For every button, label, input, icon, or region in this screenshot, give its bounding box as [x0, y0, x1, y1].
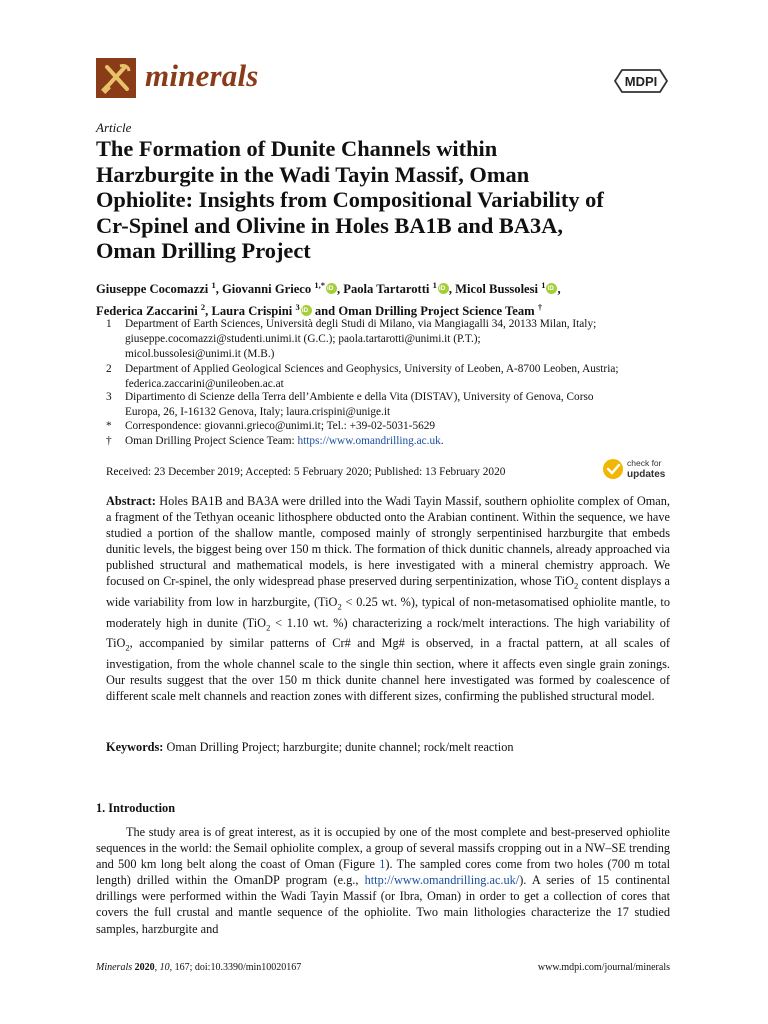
affiliation-line: Dipartimento di Scienze della Terra dell’Ambiente e della Vita (DISTAV), University of Genova, Corso [125, 391, 594, 403]
footer-year: 2020 [134, 962, 155, 973]
title-line: The Formation of Dunite Channels within [96, 136, 498, 161]
author-affiliation-mark: 1 [432, 280, 437, 290]
publication-dates: Received: 23 December 2019; Accepted: 5 February 2020; Published: 13 February 2020 [106, 466, 506, 478]
subscript: 2 [574, 580, 579, 591]
subscript: 2 [337, 601, 342, 612]
mdpi-logo-text: MDPI [624, 74, 658, 89]
abstract-label: Abstract: [106, 494, 156, 508]
section-heading: 1. Introduction [96, 801, 176, 815]
footer-doi: , 167; doi:10.3390/min10020167 [169, 962, 302, 973]
title-line: Harzburgite in the Wadi Tayin Massif, Oman [96, 161, 530, 187]
subscript: 2 [266, 622, 271, 633]
abstract-text: Holes BA1B and BA3A were drilled into the Wadi Tayin Massif, southern ophiolite complex of Oman, a fragment of the Tethyan oceanic lithosphere obducted onto the Arabian continent. Within the sequence, we have studied a portion of the shallow mantle, composed mainly of strongly serpentinised harzburgite that embeds dunitic levels, the biggest being over 150 m thick. The formation of thick dunitic channels, already approached via published structural and mathematical models, is here investigated with a mineral chemistry approach. We focused on Cr-spinel, the only widespread phase preserved during serpentinization, whose TiO [106, 494, 670, 589]
author-name[interactable]: Laura Crispini [211, 303, 293, 318]
author-name[interactable]: Federica Zaccarini [96, 303, 198, 318]
author-conjunction: and [314, 303, 336, 318]
title-line: Ophiolite: Insights from Compositional Variability of [96, 187, 604, 212]
affiliation-mark: 2 [106, 363, 112, 375]
affiliation-line: federica.zaccarini@unileoben.ac.at [125, 377, 284, 390]
affiliation-line: Department of Applied Geological Sciences and Geophysics, University of Leoben, A-8700 Leoben, Austria; [125, 363, 619, 375]
check-for-updates-badge[interactable] [600, 455, 680, 488]
figure-reference-link[interactable]: 1 [379, 857, 386, 872]
footer-volume: 10 [159, 962, 170, 973]
affiliation-line: giuseppe.cocomazzi@studenti.unimi.it (G.C.); paola.tartarotti@unimi.it (P.T.); [125, 332, 481, 345]
author-affiliation-mark: 1,* [314, 280, 325, 290]
abstract-text: , accompanied by similar patterns of Cr# and Mg# is observed, in a fractal pattern, at all scales of investigation, from the whole channel scale to the single thin section, where it affects even single grain zonings. Our results suggest that the over 150 m thick dunite channel here investigated was formed by coalescence of different scale melt channels and reaction zones with different sizes, confirming the published structural model. [106, 636, 670, 703]
footer-citation: Minerals 2020, 10, 167; doi:10.3390/min10020167 [96, 962, 302, 973]
mdpi-logo-icon [612, 66, 670, 101]
journal-name: minerals [145, 58, 259, 93]
title-line: Oman Drilling Project [96, 238, 311, 263]
author-affiliation-mark: 3 [295, 301, 300, 312]
orcid-icon[interactable] [326, 283, 337, 294]
footer-journal: Minerals [96, 962, 133, 973]
affiliation-line: Correspondence: giovanni.grieco@unimi.it; Tel.: +39-02-5031-5629 [125, 420, 436, 432]
affiliation-mark: 1 [106, 318, 112, 330]
abstract-text: < 1.10 wt. %) characterizing a rock/melt interactions. The high variability of TiO [106, 615, 670, 651]
check-for-text: check for [627, 458, 662, 468]
affiliation-3 [0, 390, 768, 420]
orcid-icon[interactable] [438, 283, 449, 294]
title-line: Cr-Spinel and Olivine in Holes BA1B and BA3A, [96, 212, 563, 238]
author-affiliation-mark: 1 [211, 280, 216, 290]
affiliation-line: micol.bussolesi@unimi.it (M.B.) [125, 347, 275, 360]
affiliation-mark: † [106, 435, 112, 447]
updates-text: updates [627, 469, 666, 480]
abstract-text: content displays a wide variability from low in harzburgite, (TiO [106, 574, 670, 610]
intro-text: ). A series of 15 continental drillings were performed within the Wadi Tayin Massif (or Ibra, Oman) in order to get a collection of cores that covers the full crustal and mantle sequence of the ophiolite. Two main lithologies characterize the 17 studied samples, harzburgite and [96, 873, 670, 936]
orcid-icon[interactable] [301, 305, 312, 316]
author-affiliation-mark: 2 [200, 301, 206, 312]
correspondence [0, 419, 768, 434]
author-list: Giuseppe Cocomazzi $^1$, Giovanni Grieco $^{1,*}$iD , Paola Tartarotti $^1$iD , Micol Bussolesi $^1$iD , Federica Zaccarini $^2$, Laura Crispini $^3$iD and Oman Drilling Project Science Team † [96, 277, 686, 320]
footer-journal-url[interactable]: www.mdpi.com/journal/minerals [537, 962, 670, 973]
affiliation-2 [0, 362, 768, 392]
orcid-icon[interactable] [546, 283, 557, 294]
abstract [106, 493, 670, 704]
author-name[interactable]: Giovanni Grieco [221, 282, 312, 297]
author-name[interactable]: Paola Tartarotti [343, 282, 430, 297]
keywords [106, 739, 670, 755]
science-team-link[interactable]: https://www.omandrilling.ac.uk [297, 435, 441, 447]
affiliation-line: Department of Earth Sciences, Università degli Studi di Milano, via Mangiagalli 34, 20133 Milan, Italy; [125, 318, 597, 330]
intro-paragraph [96, 824, 670, 937]
minerals-logo-icon [96, 58, 136, 98]
subscript: 2 [125, 642, 130, 653]
affiliation-line: Oman Drilling Project Science Team: [125, 435, 298, 447]
author-name[interactable]: Micol Bussolesi [455, 282, 539, 297]
author-affiliation-mark: 1 [541, 280, 546, 290]
affiliation-line: Europa, 26, I-16132 Genova, Italy; laura.crispini@unige.it [125, 405, 391, 418]
article-type: Article [96, 120, 132, 135]
intro-text: ). The sampled cores come from two holes (700 m total length) drilled within the OmanDP program (e.g., [96, 857, 670, 888]
science-team-note [0, 434, 768, 449]
paper-title [96, 136, 676, 264]
keywords-text: Oman Drilling Project; harzburgite; dunite channel; rock/melt reaction [163, 740, 514, 754]
keywords-label: Keywords: [106, 740, 164, 754]
affiliation-mark: 3 [106, 391, 112, 403]
author-affiliation-mark: † [537, 301, 543, 312]
affiliation-1 [0, 317, 768, 362]
author-name[interactable]: Oman Drilling Project Science Team [338, 303, 535, 318]
affiliation-tail: . [440, 435, 444, 447]
abstract-text: < 0.25 wt. %), typical of non-metasomatised ophiolite mantle, to moderately high in dunite (TiO [106, 595, 670, 630]
omandrilling-link[interactable]: http://www.omandrilling.ac.uk/ [364, 873, 520, 888]
intro-text: The study area is of great interest, as it is occupied by one of the most complete and best-preserved ophiolite sequences in the world: the Semail ophiolite complex, a group of several massifs cropping out in a NW–SE trending and 500 km long belt along the coast of Oman (Figure [96, 825, 670, 872]
author-name[interactable]: Giuseppe Cocomazzi [96, 282, 209, 297]
affiliation-mark: * [106, 420, 112, 432]
